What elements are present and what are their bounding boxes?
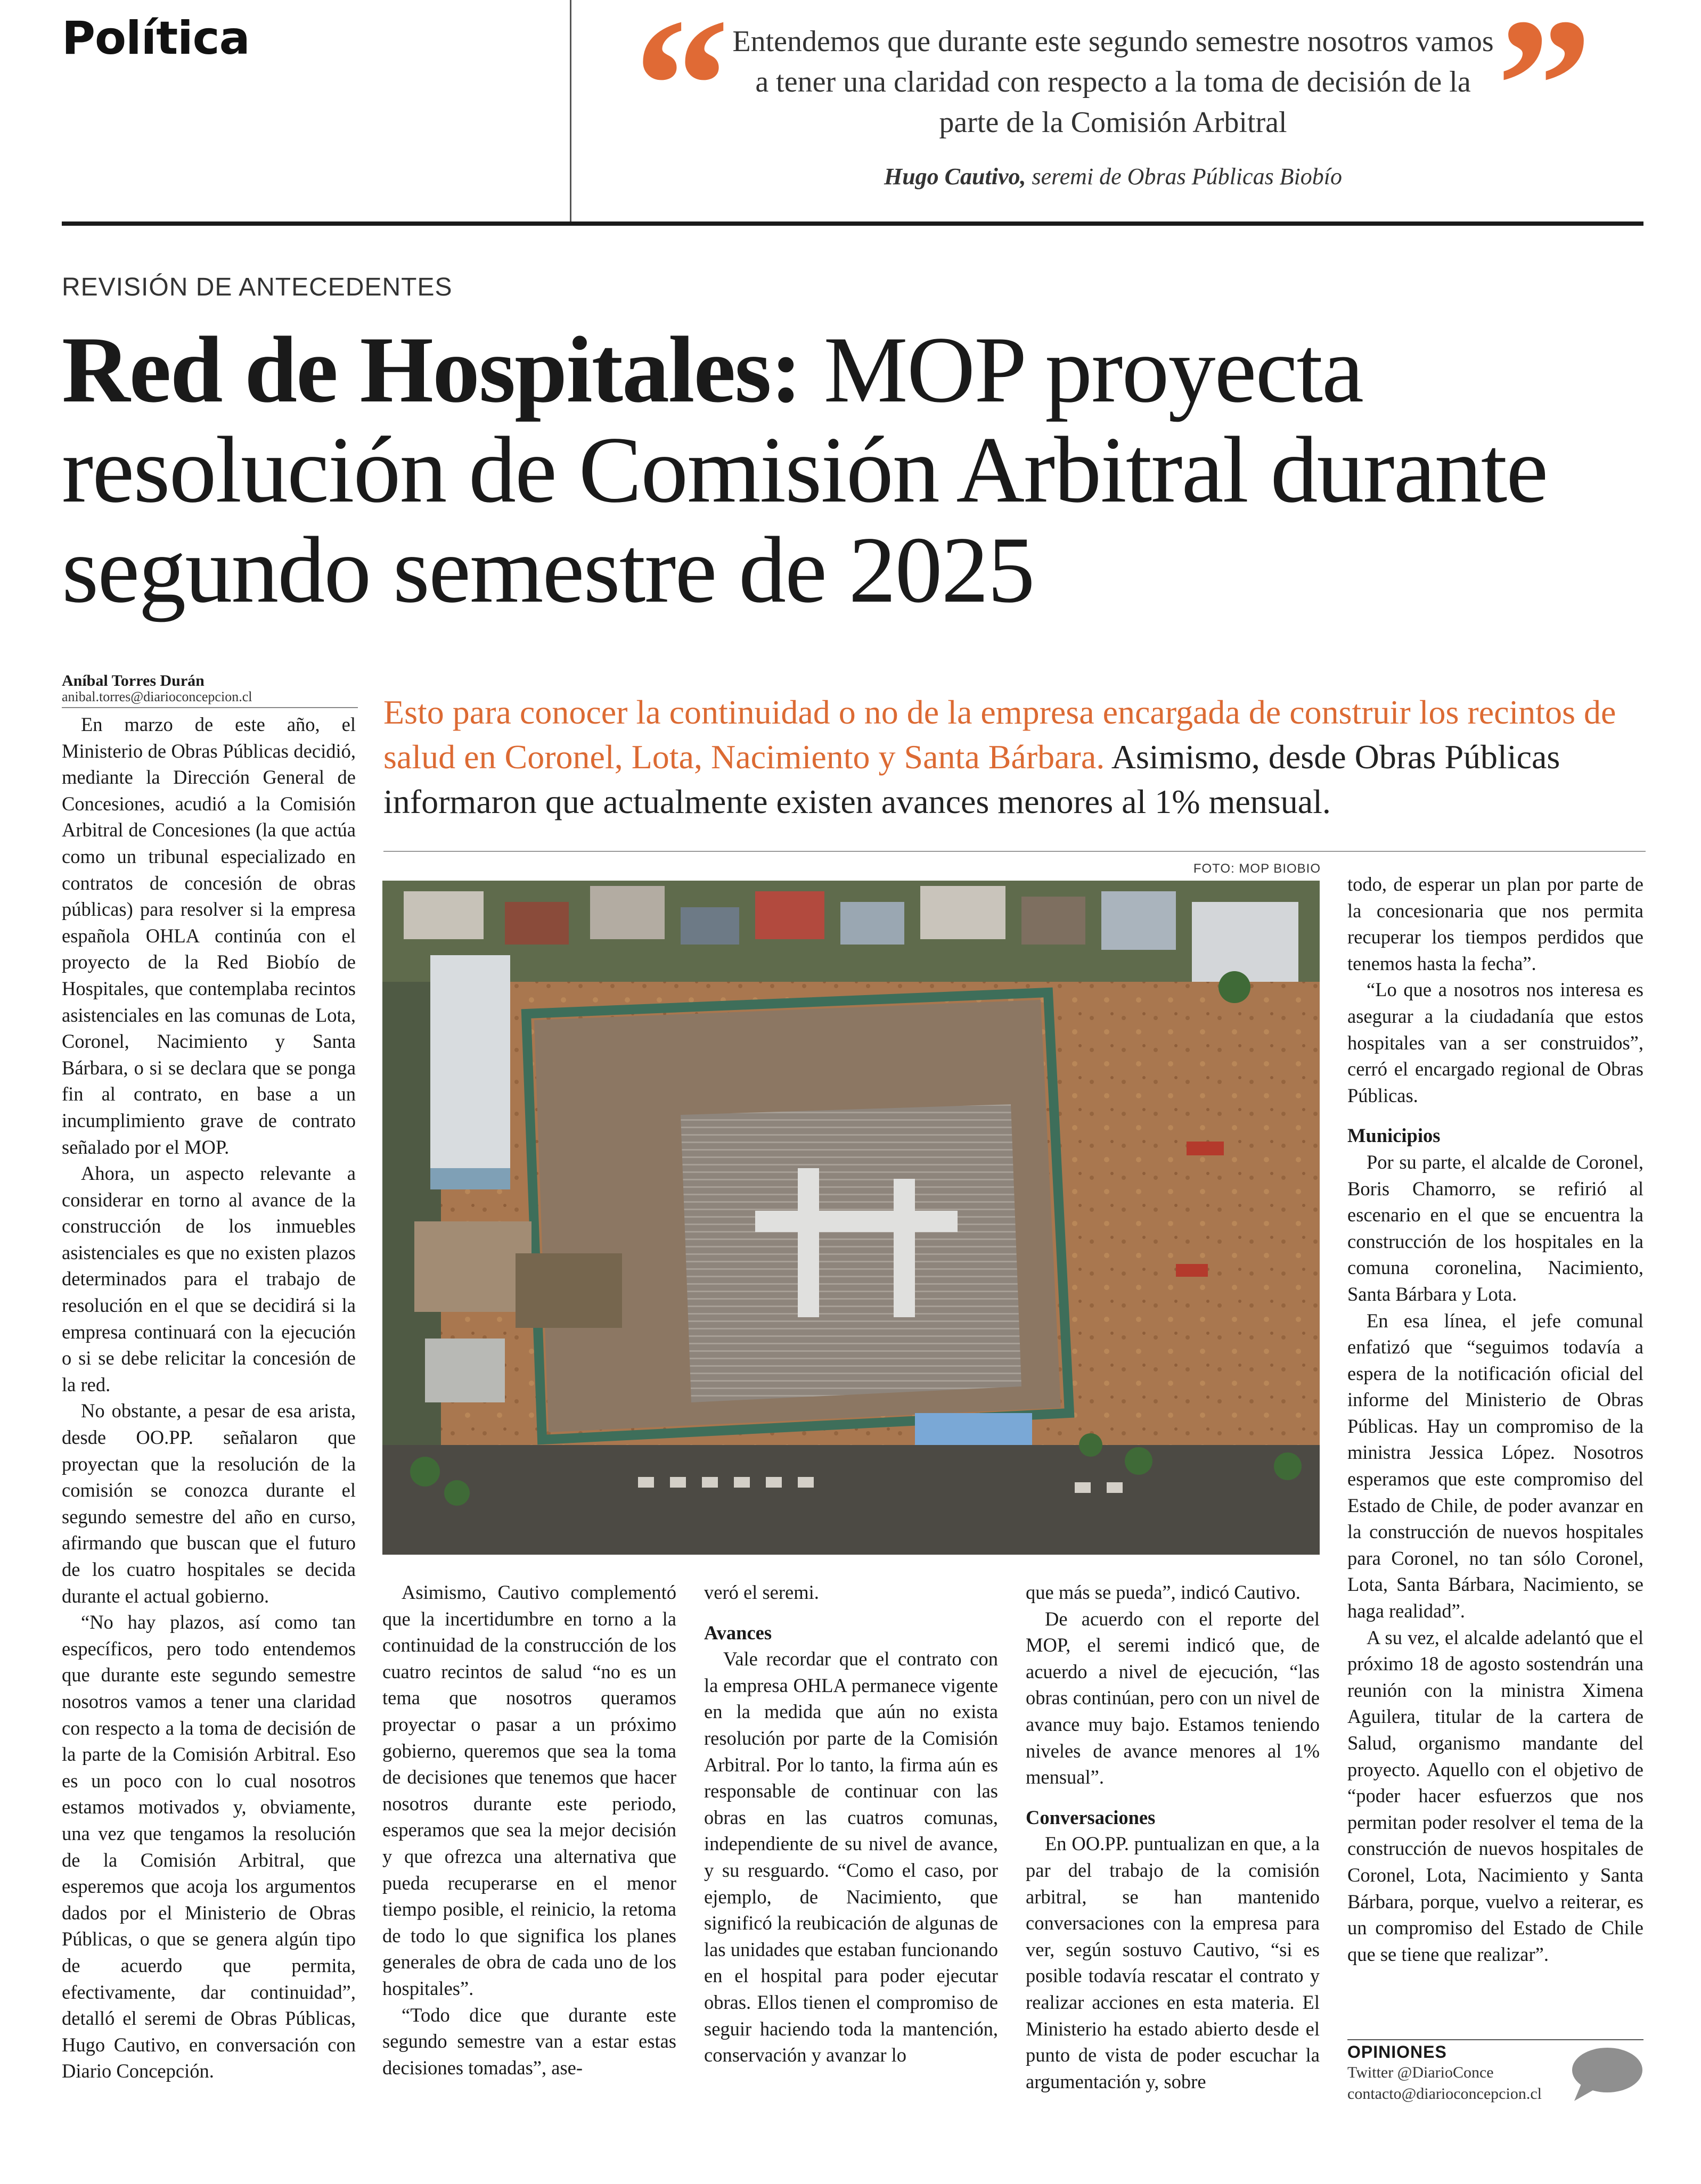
opinions-rule — [1347, 2039, 1643, 2040]
aerial-photo — [382, 881, 1320, 1555]
paragraph: No obstante, a pesar de esa arista, desde OO.PP. señalaron que proyectan que la resolución de la comisión se conozca durante el segundo semestre del año en curso, afirmando que buscan que el futuro de los cuatro hospitales se decida durante el actual gobierno. — [62, 1400, 356, 1607]
quote-author-name: Hugo Cautivo, — [884, 163, 1026, 190]
paragraph: Ahora, un aspecto relevante a considerar en torno al avance de la construcción de los inmuebles asistenciales es que no existen plazos determinados para el trabajo de resolución en el que se decidirá si la empresa continuará con la ejecución o si se debe relicitar la concesión de la red. — [62, 1162, 356, 1395]
subheading-avances: Avances — [704, 1621, 772, 1644]
article-column-4 — [1026, 1579, 1320, 2095]
pull-quote-text: Entendemos que durante este segundo semestre nosotros vamos a tener una claridad con respecto a la toma de decisión de la parte de la Comisión Arbitral — [732, 25, 1494, 139]
deck — [383, 690, 1646, 824]
opinions-email: contacto@diarioconcepcion.cl — [1347, 2085, 1542, 2103]
paragraph: veró el seremi. — [704, 1581, 819, 1603]
paragraph: Vale recordar que el contrato con la empresa OHLA permanece vigente en la medida que aún no exista resolución por parte de la Comisión Arbitral. Por lo tanto, la firma aún es responsable de continuar con las obras en las cuatros comunas, independiente de su nivel de avance, y su resguardo. “Como el caso, por ejemplo, de Nacimiento, que significó la reubicación de algunas de las unidades que estaban funcionando en el hospital para poder ejecutar obras. Ellos tienen el compromiso de seguir haciendo toda la mantención, conservación y avanzar lo — [704, 1648, 998, 2066]
paragraph: En OO.PP. puntualizan en que, a la par del trabajo de la comisión arbitral, se han mantenido conversaciones con la empresa para ver, según sostuvo Cautivo, “si es posible todavía rescatar el contrato y realizar acciones en esta materia. El Ministerio ha estado abierto desde el punto de vista de poder escuchar la argumentación y, sobre — [1026, 1833, 1320, 2092]
kicker: REVISIÓN DE ANTECEDENTES — [62, 273, 453, 301]
paragraph: todo, de esperar un plan por parte de la concesionaria que nos permita recuperar los tiempos perdidos que tenemos hasta la fecha”. — [1347, 873, 1643, 974]
headline-bold: Red de Hospitales: — [62, 317, 801, 422]
speech-bubble-icon — [1569, 2046, 1643, 2104]
byline-rule — [62, 707, 358, 708]
open-quote-icon: “ — [634, 0, 730, 191]
paragraph: Por su parte, el alcalde de Coronel, Boris Chamorro, se refirió al escenario en el que se encuentra la construcción de los hospitales en la comuna coronelina, Nacimiento, Santa Bárbara y Lota. — [1347, 1151, 1643, 1305]
paragraph: Asimismo, Cautivo complementó que la incertidumbre en torno a la continuidad de la construcción de los cuatro recintos de salud “no es un tema que nosotros queramos proyectar o pasar a un próximo gobierno, queremos que sea la toma de decisiones que tenemos que hacer nosotros durante este periodo, esperamos que sea la mejor decisión y que ofrezca una alternativa que pueda recuperarse en el menor tiempo posible, el reinicio, la retoma de todo lo que significa los planes generales de obra de cada uno de los hospitales”. — [382, 1581, 676, 1999]
article-column-1 — [62, 711, 356, 2084]
byline-email: anibal.torres@diarioconcepcion.cl — [62, 689, 252, 704]
aerial-photo-illustration — [382, 881, 1320, 1555]
paragraph: En marzo de este año, el Ministerio de Obras Públicas decidió, mediante la Dirección General de Concesiones, acudió a la Comisión Arbitral de Concesiones (la que actúa como un tribunal especializado en contratos de concesión de obras públicas) para resolver si la empresa española OHLA continúa con el proyecto de la Red Biobío de Hospitales, que contemplaba recintos asistenciales en las comunas de Lota, Coronel, Nacimiento y Santa Bárbara, o si se declara que se ponga fin al contrato, en base a un incumplimiento grave de contrato señalado por el MOP. — [62, 713, 356, 1158]
paragraph: “No hay plazos, así como tan específicos, pero todo entendemos que durante este segundo semestre nosotros vamos a tener una claridad con respecto a la toma de decisión de la parte de la Comisión Arbitral. Eso es un poco con lo cual nosotros estamos motivados y, obviamente, una vez que tengamos la resolución de la Comisión Arbitral, que esperemos que acoja los argumentos dados por el Ministerio de Obras Públicas, o que se genera algún tipo de acuerdo que permita, efectivamente, dar continuidad”, detalló el seremi de Obras Públicas, Hugo Cautivo, en conversación con Diario Concepción. — [62, 1611, 356, 2082]
paragraph: A su vez, el alcalde adelantó que el próximo 18 de agosto sostendrán una reunión con la ministra Ximena Aguilera, titular de la cartera de Salud, organismo mandante del proyecto. Aquello con el objetivo de “poder hacer esfuerzos que nos permitan poder resolver el tema de la construcción de nuevos hospitales de Coronel, Lota, Nacimiento y Santa Bárbara, porque, vuelvo a reiterar, es un compromiso del Estado de Chile que se tiene que realizar”. — [1347, 1626, 1643, 1965]
quote-author-role: seremi de Obras Públicas Biobío — [1032, 163, 1343, 190]
article-column-2 — [382, 1579, 676, 2081]
paragraph: En esa línea, el jefe comunal enfatizó que “seguimos todavía a espera de la notificación oficial del informe del Ministerio de Obras Públicas. Hay un compromiso de la ministra Jessica López. Nosotros esperamos que este compromiso del Estado de Chile, de poder avanzar en la construcción de nuevos hospitales para Coronel, no tan sólo Coronel, Lota, Santa Bárbara, Nacimiento, se haga realidad”. — [1347, 1309, 1643, 1622]
close-quote-icon: ” — [1496, 0, 1592, 191]
paragraph: De acuerdo con el reporte del MOP, el seremi indicó que, de acuerdo a nivel de ejecución, “las obras continúan, pero con un nivel de avance muy bajo. Estamos teniendo niveles de avance menores al 1% mensual”. — [1026, 1607, 1320, 1788]
article-column-3 — [704, 1579, 998, 2068]
subheading-conversaciones: Conversaciones — [1026, 1806, 1156, 1828]
byline-name: Aníbal Torres Durán — [62, 672, 205, 689]
opinions-twitter: Twitter @DiarioConce — [1347, 2064, 1494, 2081]
paragraph: “Todo dice que durante este segundo semestre van a estar estas decisiones tomadas”, ase- — [382, 2004, 676, 2079]
deck-highlight: Esto para conocer la continuidad o no de la empresa encargada de construir los recintos de salud en Coronel, Lota, Nacimiento y Santa Bárbara. — [383, 693, 1616, 776]
pull-quote-author — [724, 163, 1502, 190]
header-divider — [570, 0, 571, 221]
opinions-title: OPINIONES — [1347, 2042, 1447, 2062]
deck-text: Asimismo, desde Obras Públicas informaron que actualmente existen avances menores al 1% mensual. — [383, 738, 1560, 820]
header-rule — [62, 221, 1643, 226]
deck-rule — [383, 851, 1646, 852]
section-label: Política — [62, 12, 250, 65]
paragraph: “Lo que a nosotros nos interesa es asegurar a la ciudadanía que estos hospitales van a ser construidos”, cerró el encargado regional de Obras Públicas. — [1347, 979, 1643, 1106]
paragraph: que más se pueda”, indicó Cautivo. — [1026, 1581, 1301, 1603]
photo-credit: FOTO: MOP BIOBIO — [1193, 861, 1321, 876]
article-column-5 — [1347, 871, 1643, 1967]
headline-rest: MOP proyecta resolución de Comisión Arbitral durante segundo semestre de 2025 — [62, 317, 1548, 622]
subheading-municipios: Municipios — [1347, 1124, 1441, 1147]
headline — [62, 319, 1638, 620]
